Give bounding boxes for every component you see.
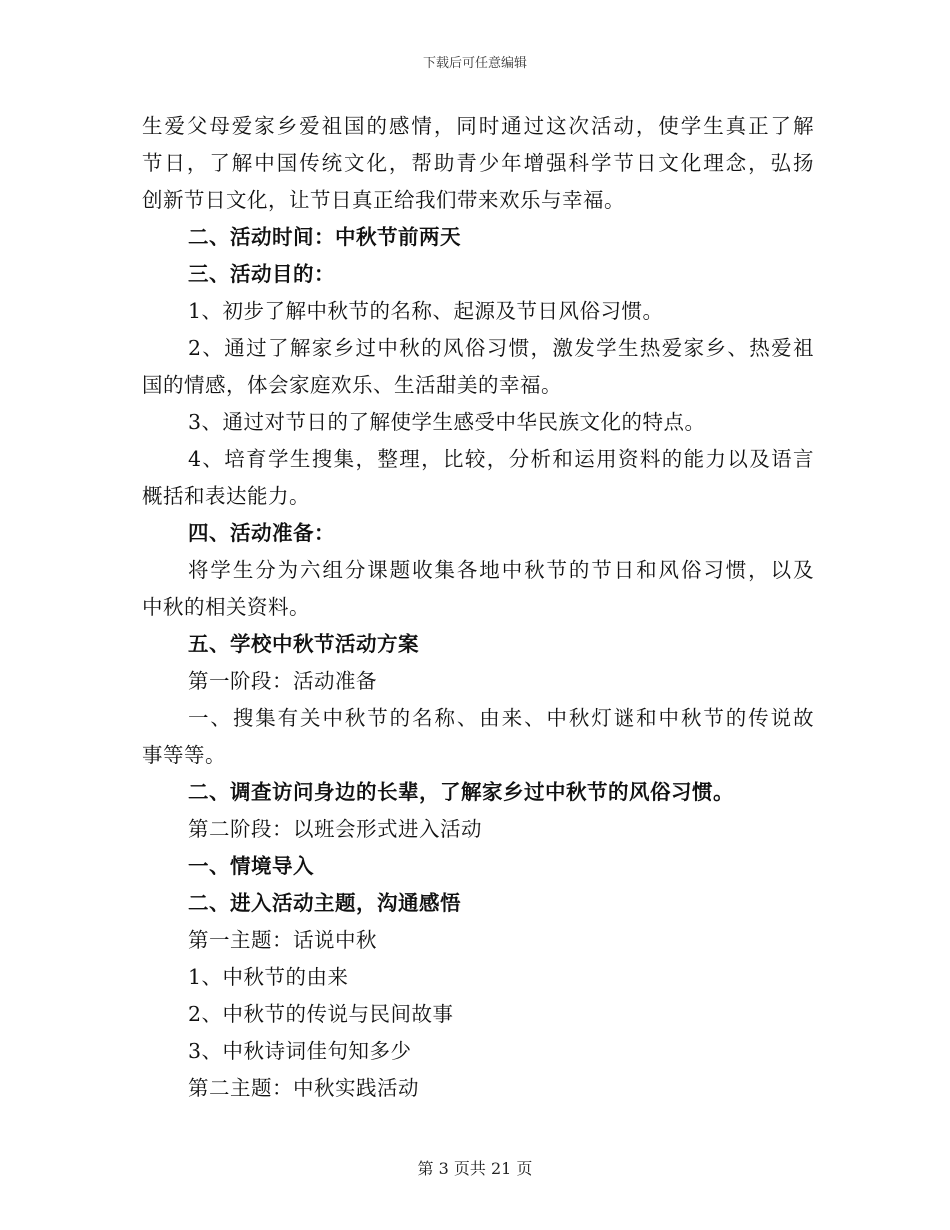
text-line: 生爱父母爱家乡爱祖国的感情，同时通过这次活动，使学生真正了解 [142,114,814,138]
text-line: 将学生分为六组分课题收集各地中秋节的节日和风俗习惯，以及 [188,558,814,582]
section-heading-line: 二、活动时间：中秋节前两天 [188,225,461,249]
text-line: 1、中秋节的由来 [188,965,349,989]
text-line: 第一阶段：活动准备 [188,669,377,693]
document-body [142,108,814,1107]
text-line: 2、中秋节的传说与民间故事 [188,1002,454,1026]
page-footer: 第 3 页共 21 页 [417,1159,533,1178]
section-heading-line: 二、调查访问身边的长辈，了解家乡过中秋节的风俗习惯。 [188,780,734,804]
text-line: 1、初步了解中秋节的名称、起源及节日风俗习惯。 [188,299,664,323]
text-line: 事等等。 [142,743,226,767]
text-line: 创新节日文化，让节日真正给我们带来欢乐与幸福。 [142,188,625,212]
text-line: 4、培育学生搜集，整理，比较，分析和运用资料的能力以及语言 [188,447,814,471]
section-heading-line: 三、活动目的： [188,262,335,286]
text-line: 第二阶段：以班会形式进入活动 [188,817,482,841]
section-heading-line: 四、活动准备： [188,521,335,545]
text-line: 2、通过了解家乡过中秋的风俗习惯，激发学生热爱家乡、热爱祖 [188,336,814,360]
text-line: 第一主题：话说中秋 [188,928,377,952]
text-line: 国的情感，体会家庭欢乐、生活甜美的幸福。 [142,373,562,397]
section-heading-line: 五、学校中秋节活动方案 [188,632,419,656]
text-line: 第二主题：中秋实践活动 [188,1076,419,1100]
section-heading-line: 一、情境导入 [188,854,314,878]
text-line: 节日，了解中国传统文化，帮助青少年增强科学节日文化理念，弘扬 [142,151,814,175]
text-line: 3、中秋诗词佳句知多少 [188,1039,412,1063]
text-line: 中秋的相关资料。 [142,595,310,619]
text-line: 概括和表达能力。 [142,484,310,508]
section-heading-line: 二、进入活动主题，沟通感悟 [188,891,461,915]
text-line: 一、搜集有关中秋节的名称、由来、中秋灯谜和中秋节的传说故 [188,706,814,730]
text-line: 3、通过对节日的了解使学生感受中华民族文化的特点。 [188,410,706,434]
page-header: 下载后可任意编辑 [422,56,527,71]
